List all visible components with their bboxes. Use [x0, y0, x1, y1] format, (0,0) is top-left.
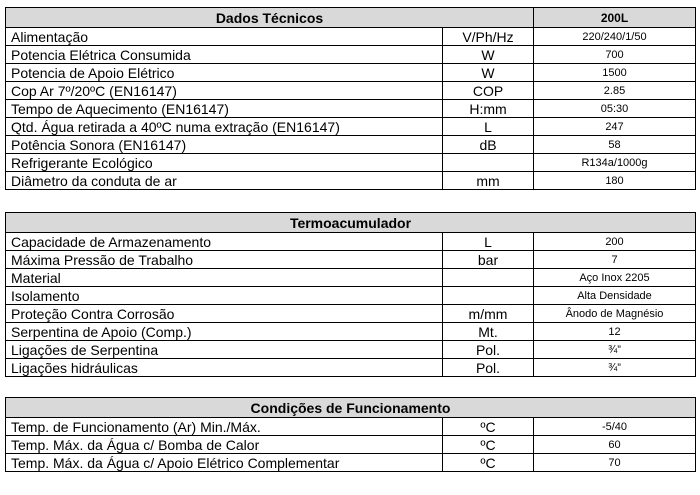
row-unit: L — [443, 118, 534, 136]
row-unit — [443, 287, 534, 305]
row-label: Cop Ar 7º/20ºC (EN16147) — [6, 82, 443, 100]
row-value: Alta Densidade — [534, 287, 696, 305]
row-value: 7 — [534, 251, 696, 269]
row-label: Refrigerante Ecológico — [6, 154, 443, 172]
row-unit: W — [443, 46, 534, 64]
row-label: Temp. de Funcionamento (Ar) Min./Máx. — [6, 418, 443, 436]
table-row — [6, 436, 696, 454]
row-label: Diâmetro da conduta de ar — [6, 172, 443, 190]
condicoes-funcionamento-table — [5, 397, 696, 472]
row-unit: ºC — [443, 418, 534, 436]
row-value: 60 — [534, 436, 696, 454]
row-unit: bar — [443, 251, 534, 269]
row-label: Máxima Pressão de Trabalho — [6, 251, 443, 269]
termoacumulador-title: Termoacumulador — [6, 213, 696, 233]
row-value: 05:30 — [534, 100, 696, 118]
row-unit: ºC — [443, 436, 534, 454]
table-row — [6, 454, 696, 472]
row-value: Ânodo de Magnésio — [534, 305, 696, 323]
table-row — [6, 100, 696, 118]
row-value: ¾” — [534, 341, 696, 359]
row-label: Alimentação — [6, 28, 443, 46]
table-row — [6, 305, 696, 323]
row-unit: mm — [443, 172, 534, 190]
termoacumulador-table — [5, 212, 696, 377]
row-label: Temp. Máx. da Água c/ Bomba de Calor — [6, 436, 443, 454]
row-value: Aço Inox 2205 — [534, 269, 696, 287]
row-label: Potência Sonora (EN16147) — [6, 136, 443, 154]
row-label: Potencia Elétrica Consumida — [6, 46, 443, 64]
row-label: Material — [6, 269, 443, 287]
table-row — [6, 28, 696, 46]
model-column-header: 200L — [534, 8, 696, 28]
row-unit: Pol. — [443, 341, 534, 359]
row-unit — [443, 154, 534, 172]
row-value: 58 — [534, 136, 696, 154]
row-label: Ligações hidráulicas — [6, 359, 443, 377]
table-row — [6, 46, 696, 64]
row-value: R134a/1000g — [534, 154, 696, 172]
row-unit: Mt. — [443, 323, 534, 341]
table-row — [6, 64, 696, 82]
row-label: Tempo de Aquecimento (EN16147) — [6, 100, 443, 118]
table-row — [6, 359, 696, 377]
row-unit: V/Ph/Hz — [443, 28, 534, 46]
table-row — [6, 233, 696, 251]
table-row — [6, 269, 696, 287]
dados-tecnicos-table — [5, 7, 696, 190]
row-unit: L — [443, 233, 534, 251]
row-value: 70 — [534, 454, 696, 472]
row-value: ¾” — [534, 359, 696, 377]
row-label: Temp. Máx. da Água c/ Apoio Elétrico Complementar — [6, 454, 443, 472]
row-unit: m/mm — [443, 305, 534, 323]
row-value: 700 — [534, 46, 696, 64]
row-label: Ligações de Serpentina — [6, 341, 443, 359]
condicoes-header — [6, 398, 696, 418]
row-value: 220/240/1/50 — [534, 28, 696, 46]
table-row — [6, 154, 696, 172]
table-row — [6, 323, 696, 341]
row-label: Capacidade de Armazenamento — [6, 233, 443, 251]
row-value: 200 — [534, 233, 696, 251]
row-value: 2.85 — [534, 82, 696, 100]
table-row — [6, 118, 696, 136]
termoacumulador-header — [6, 213, 696, 233]
row-value: 180 — [534, 172, 696, 190]
table-row — [6, 251, 696, 269]
row-unit: H:mm — [443, 100, 534, 118]
row-label: Proteção Contra Corrosão — [6, 305, 443, 323]
dados-tecnicos-title: Dados Técnicos — [6, 8, 534, 28]
row-unit: ºC — [443, 454, 534, 472]
row-value: -5/40 — [534, 418, 696, 436]
row-unit: W — [443, 64, 534, 82]
row-unit — [443, 269, 534, 287]
table-row — [6, 341, 696, 359]
table-row — [6, 287, 696, 305]
row-value: 1500 — [534, 64, 696, 82]
row-label: Qtd. Água retirada a 40ºC numa extração (EN16147) — [6, 118, 443, 136]
row-label: Potencia de Apoio Elétrico — [6, 64, 443, 82]
row-unit: Pol. — [443, 359, 534, 377]
dados-tecnicos-header — [6, 8, 696, 28]
table-row — [6, 172, 696, 190]
row-unit: dB — [443, 136, 534, 154]
table-row — [6, 418, 696, 436]
row-value: 12 — [534, 323, 696, 341]
table-row — [6, 82, 696, 100]
condicoes-title: Condições de Funcionamento — [6, 398, 696, 418]
row-label: Serpentina de Apoio (Comp.) — [6, 323, 443, 341]
row-unit: COP — [443, 82, 534, 100]
row-label: Isolamento — [6, 287, 443, 305]
table-row — [6, 136, 696, 154]
row-value: 247 — [534, 118, 696, 136]
